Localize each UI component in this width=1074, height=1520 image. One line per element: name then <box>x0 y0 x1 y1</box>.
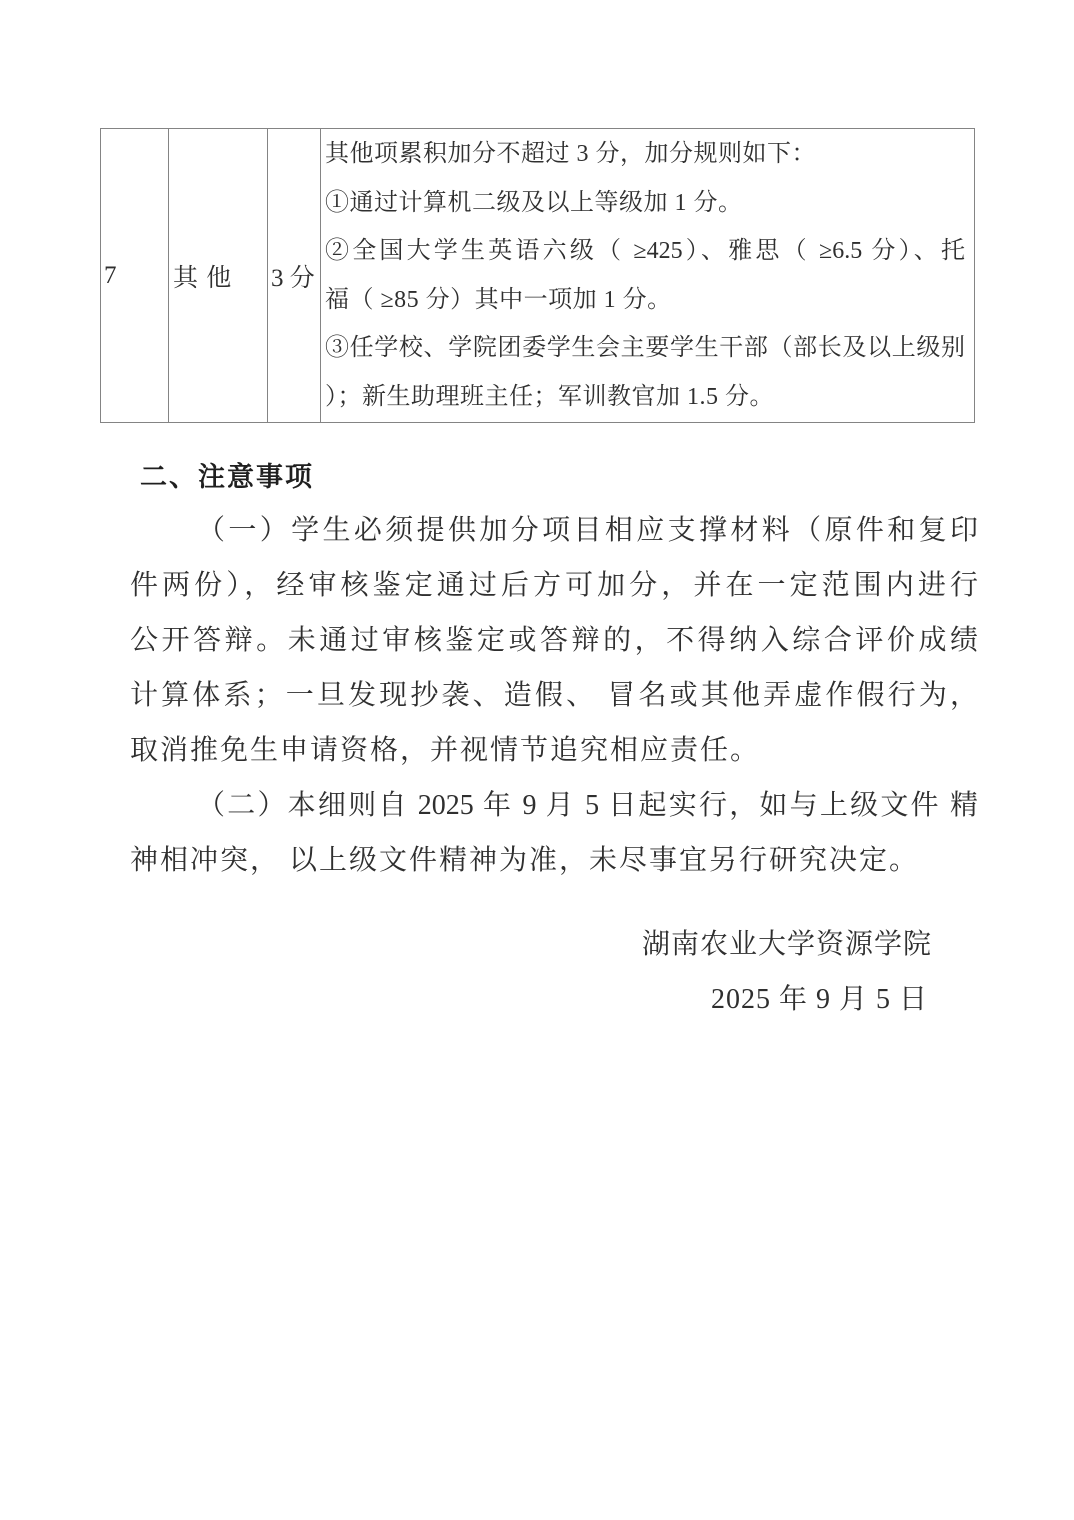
score-value: 3 分 <box>271 264 315 292</box>
rule-line: 福（ ≥85 分）其中一项加 1 分。 <box>325 286 672 313</box>
rule-line: ②全国大学生英语六级（ ≥425）、雅思（ ≥6.5 分）、托 <box>325 238 965 265</box>
item-name-cell <box>169 129 268 422</box>
row-number-cell <box>101 129 169 422</box>
rules-cell <box>321 129 974 422</box>
paragraph-line: 神相冲突， 以上级文件精神为准，未尽事宜另行研究决定。 <box>130 845 920 876</box>
rule-line: ③任学校、学院团委学生会主要学生干部（部长及以上级别 <box>325 335 965 362</box>
score-cell <box>268 129 321 422</box>
rule-line: ）；新生助理班主任；军训教官加 1.5 分。 <box>325 383 774 410</box>
notes-paragraph-1 <box>130 503 978 778</box>
paragraph-line: 计算体系；一旦发现抄袭、造假、 冒名或其他弄虚作假行为， <box>130 680 978 711</box>
signature-date: 2025 年 9 月 5 日 <box>710 984 928 1015</box>
paragraph-line: （二）本细则自 2025 年 9 月 5 日起实行，如与上级文件 精 <box>197 790 978 821</box>
paragraph-line: （一）学生必须提供加分项目相应支撑材料（原件和复印 <box>197 515 978 546</box>
score-rules-table <box>100 128 975 423</box>
paragraph-line: 公开答辩。未通过审核鉴定或答辩的，不得纳入综合评价成绩 <box>130 625 978 656</box>
signature-org: 湖南农业大学资源学院 <box>641 929 932 960</box>
paragraph-line: 取消推免生申请资格，并视情节追究相应责任。 <box>130 735 761 766</box>
item-name: 其 他 <box>173 264 233 292</box>
rule-line: ①通过计算机二级及以上等级加 1 分。 <box>325 189 743 216</box>
row-number: 7 <box>104 261 117 289</box>
notes-paragraph-2 <box>130 778 978 888</box>
rule-line: 其他项累积加分不超过 3 分，加分规则如下： <box>325 141 816 167</box>
paragraph-line: 件两份），经审核鉴定通过后方可加分，并在一定范围内进行 <box>130 570 978 601</box>
section-heading: 二、注意事项 <box>140 462 314 492</box>
